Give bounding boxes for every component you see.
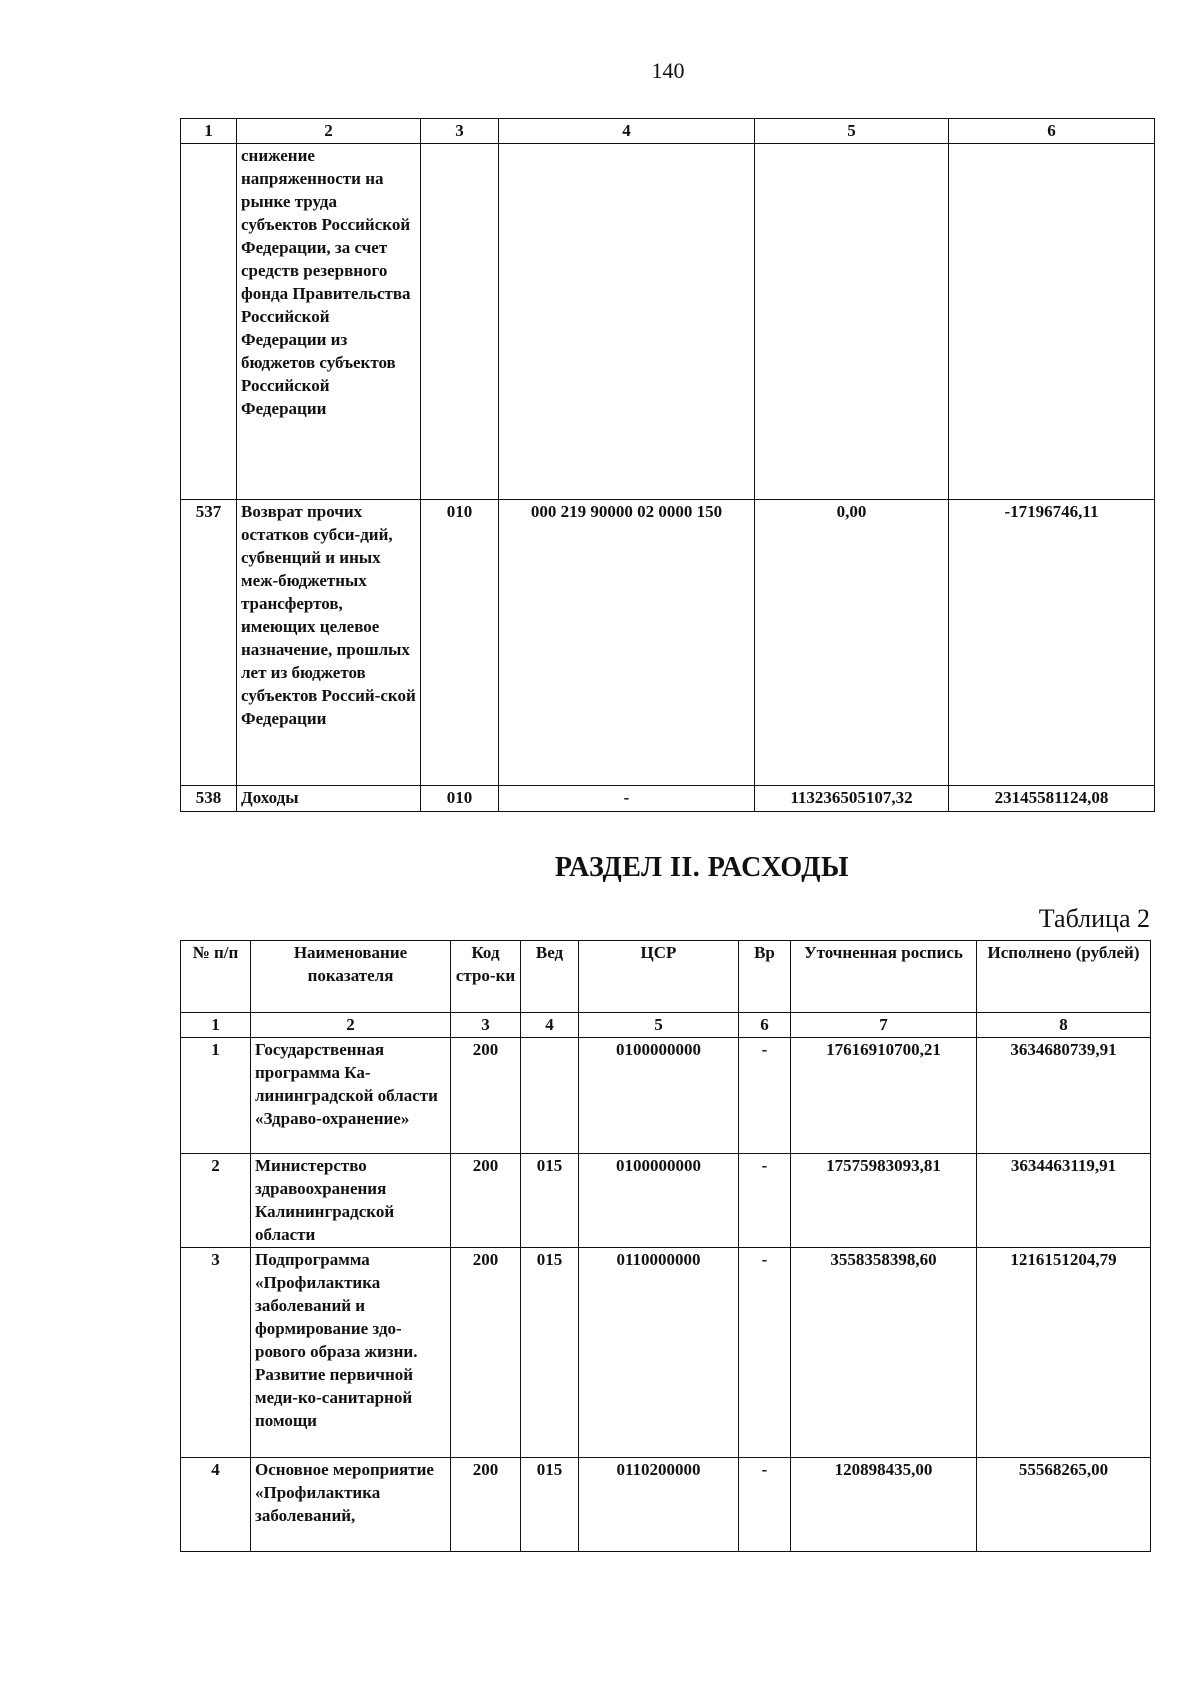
table-header-row	[181, 119, 1155, 144]
column-number: 1	[181, 119, 237, 144]
column-number: 1	[181, 1013, 251, 1038]
table-row	[181, 144, 1155, 500]
column-number: 8	[977, 1013, 1151, 1038]
indicator-name: Государственная программа Ка-лининградской области «Здраво-охранение»	[251, 1038, 451, 1154]
row-number: 2	[181, 1154, 251, 1248]
budget-classification-code: -	[499, 786, 755, 812]
table-row	[181, 1038, 1151, 1154]
header-name: Наименование показателя	[251, 941, 451, 1013]
executed-amount: 3634680739,91	[977, 1038, 1151, 1154]
vr-code: -	[739, 1154, 791, 1248]
header-vr: Вр	[739, 941, 791, 1013]
row-number: 538	[181, 786, 237, 812]
table-row	[181, 1458, 1151, 1552]
csr-code: 0110000000	[579, 1248, 739, 1458]
revenue-table	[180, 118, 1155, 812]
indicator-name: Основное мероприятие «Профилактика заболеваний,	[251, 1458, 451, 1552]
executed-amount: 55568265,00	[977, 1458, 1151, 1552]
line-code: 010	[421, 500, 499, 786]
executed-amount	[949, 144, 1155, 500]
plan-amount: 120898435,00	[791, 1458, 977, 1552]
row-number: 1	[181, 1038, 251, 1154]
executed-amount: 3634463119,91	[977, 1154, 1151, 1248]
plan-amount: 17575983093,81	[791, 1154, 977, 1248]
approved-amount	[755, 144, 949, 500]
indicator-name: Подпрограмма «Профилактика заболеваний и формирование здо-рового образа жизни. Развитие первичной меди-ко-санитарной помощи	[251, 1248, 451, 1458]
line-code: 200	[451, 1248, 521, 1458]
line-code: 200	[451, 1458, 521, 1552]
row-number: 537	[181, 500, 237, 786]
table-header-row	[181, 941, 1151, 1013]
line-code	[421, 144, 499, 500]
vr-code: -	[739, 1038, 791, 1154]
column-numbers-row	[181, 1013, 1151, 1038]
column-number: 2	[251, 1013, 451, 1038]
executed-amount: 23145581124,08	[949, 786, 1155, 812]
line-code: 200	[451, 1038, 521, 1154]
indicator-name: Министерство здравоохранения Калининградской области	[251, 1154, 451, 1248]
header-fact: Исполнено (рублей)	[977, 941, 1151, 1013]
header-plan: Уточненная роспись	[791, 941, 977, 1013]
column-number: 6	[739, 1013, 791, 1038]
vr-code: -	[739, 1458, 791, 1552]
ved-code: 015	[521, 1248, 579, 1458]
table-caption: Таблица 2	[1038, 904, 1150, 933]
indicator-name: Доходы	[237, 786, 421, 812]
table-row	[181, 1248, 1151, 1458]
line-code: 200	[451, 1154, 521, 1248]
ved-code	[521, 1038, 579, 1154]
approved-amount: 0,00	[755, 500, 949, 786]
executed-amount: -17196746,11	[949, 500, 1155, 786]
indicator-name: Возврат прочих остатков субси-дий, субвенций и иных меж-бюджетных трансфертов, имеющих целевое назначение, прошлых лет из бюджетов субъектов Россий-ской Федерации	[237, 500, 421, 786]
column-number: 2	[237, 119, 421, 144]
table-row	[181, 500, 1155, 786]
plan-amount: 3558358398,60	[791, 1248, 977, 1458]
approved-amount: 113236505107,32	[755, 786, 949, 812]
plan-amount: 17616910700,21	[791, 1038, 977, 1154]
budget-classification-code: 000 219 90000 02 0000 150	[499, 500, 755, 786]
header-num: № п/п	[181, 941, 251, 1013]
header-csr: ЦСР	[579, 941, 739, 1013]
header-code: Код стро-ки	[451, 941, 521, 1013]
header-ved: Вед	[521, 941, 579, 1013]
column-number: 3	[451, 1013, 521, 1038]
indicator-name: снижение напряженности на рынке труда субъектов Российской Федерации, за счет средств резервного фонда Правительства Российской Федерации из бюджетов субъектов Российской Федерации	[237, 144, 421, 500]
column-number: 4	[499, 119, 755, 144]
column-number: 7	[791, 1013, 977, 1038]
column-number: 4	[521, 1013, 579, 1038]
csr-code: 0100000000	[579, 1038, 739, 1154]
row-number: 4	[181, 1458, 251, 1552]
ved-code: 015	[521, 1458, 579, 1552]
line-code: 010	[421, 786, 499, 812]
section-title: РАЗДЕЛ II. РАСХОДЫ	[554, 852, 850, 883]
column-number: 6	[949, 119, 1155, 144]
expenditure-table	[180, 940, 1151, 1552]
budget-classification-code	[499, 144, 755, 500]
table-row	[181, 786, 1155, 812]
row-number: 3	[181, 1248, 251, 1458]
vr-code: -	[739, 1248, 791, 1458]
column-number: 3	[421, 119, 499, 144]
row-number	[181, 144, 237, 500]
csr-code: 0110200000	[579, 1458, 739, 1552]
ved-code: 015	[521, 1154, 579, 1248]
table-row	[181, 1154, 1151, 1248]
page-number: 140	[651, 58, 685, 83]
executed-amount: 1216151204,79	[977, 1248, 1151, 1458]
column-number: 5	[755, 119, 949, 144]
csr-code: 0100000000	[579, 1154, 739, 1248]
column-number: 5	[579, 1013, 739, 1038]
